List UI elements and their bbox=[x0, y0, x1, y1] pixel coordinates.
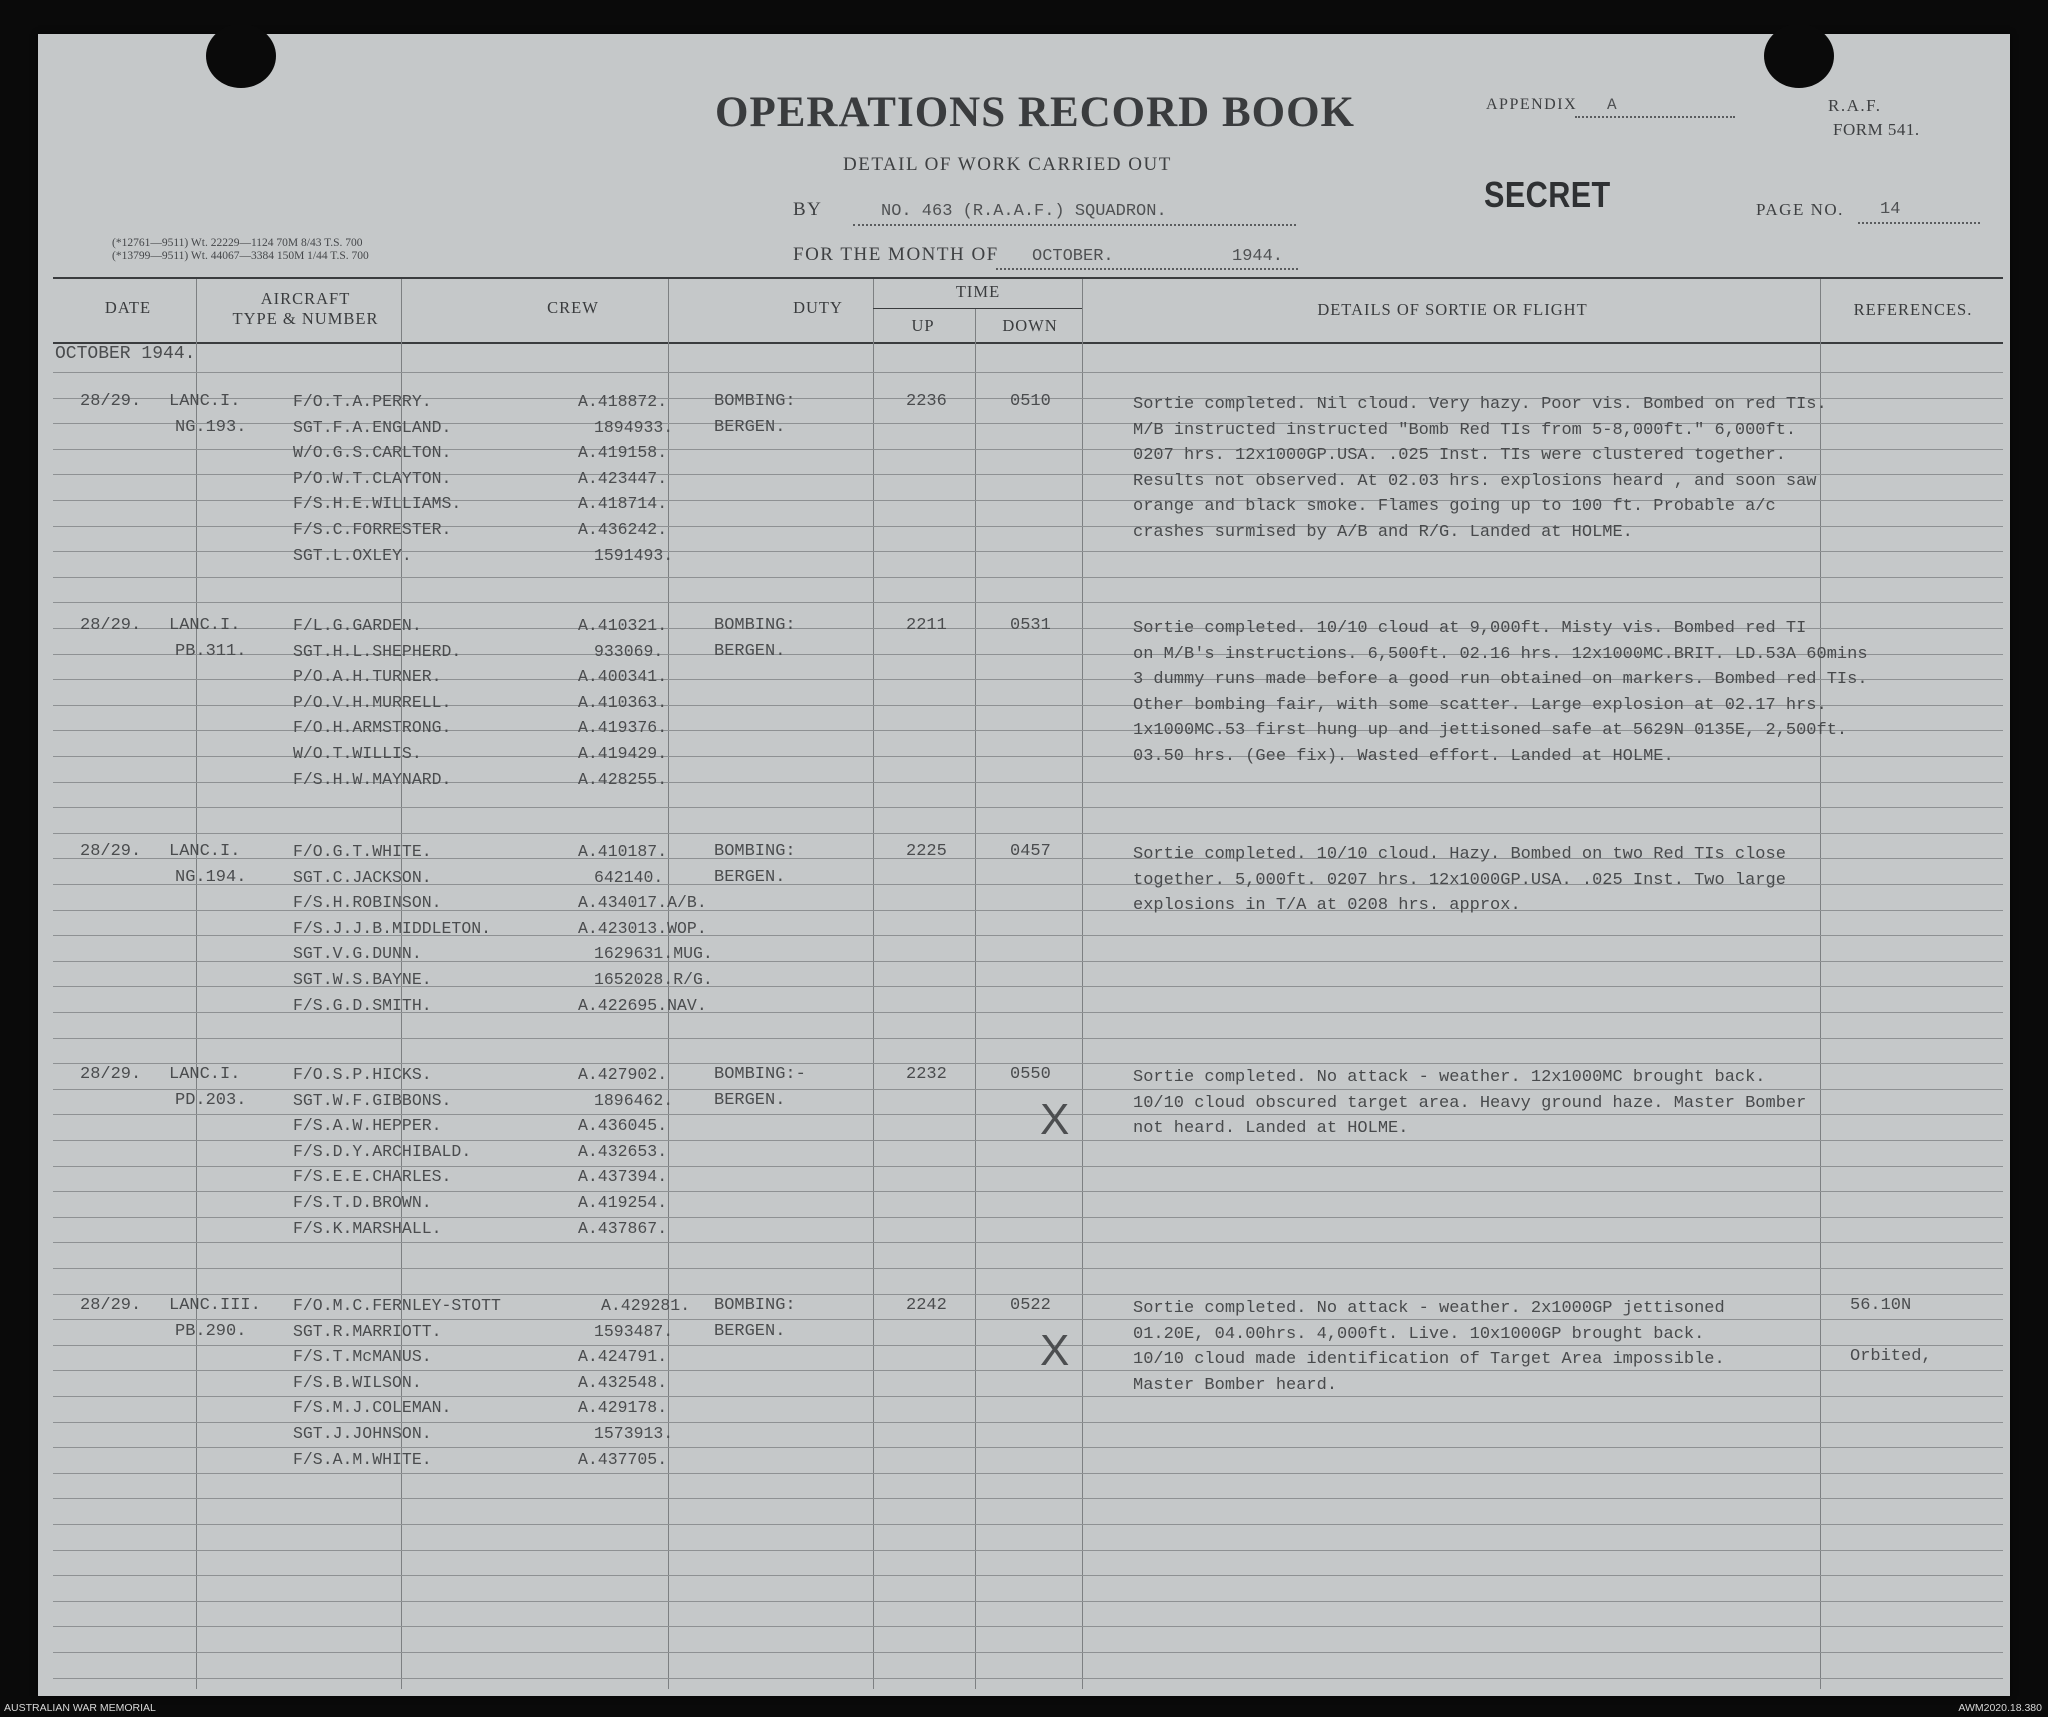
ruled-line bbox=[53, 1473, 2003, 1474]
divider-date bbox=[196, 279, 197, 1689]
crew-name: F/S.K.MARSHALL. bbox=[293, 1219, 442, 1238]
details-line: M/B instructed instructed "Bomb Red TIs from 5-8,000ft." 6,000ft. bbox=[1133, 421, 1797, 440]
duty-line: BERGEN. bbox=[714, 868, 786, 887]
crew-service-number: 1591493. bbox=[594, 546, 674, 565]
header-up: UP bbox=[911, 316, 935, 335]
sortie-date: 28/29. bbox=[80, 392, 142, 411]
appendix-label: APPENDIX bbox=[1486, 96, 1578, 113]
crew-name: SGT.W.S.BAYNE. bbox=[293, 970, 432, 989]
ruled-line bbox=[53, 1678, 2003, 1679]
details-line: Sortie completed. 10/10 cloud at 9,000ft. Misty vis. Bombed red TI bbox=[1133, 619, 1807, 638]
time-down: 0510 bbox=[1010, 392, 1051, 411]
crew-name: F/O.H.ARMSTRONG. bbox=[293, 718, 452, 737]
crew-name: SGT.F.A.ENGLAND. bbox=[293, 418, 452, 437]
time-up: 2236 bbox=[906, 392, 947, 411]
ruled-line bbox=[53, 1268, 2003, 1269]
crew-service-number: A.437867. bbox=[578, 1219, 668, 1238]
duty-line: BERGEN. bbox=[714, 1091, 786, 1110]
ruled-line bbox=[53, 1191, 2003, 1192]
table-header-rule bbox=[53, 342, 2003, 344]
crew-name: F/S.A.M.WHITE. bbox=[293, 1450, 432, 1469]
crew-name: F/O.M.C.FERNLEY-STOTT bbox=[293, 1296, 501, 1315]
crew-service-number: A.432653. bbox=[578, 1142, 668, 1161]
ruled-line bbox=[53, 1294, 2003, 1295]
aircraft-type: LANC.III. bbox=[169, 1296, 261, 1315]
crew-name: F/S.J.J.B.MIDDLETON. bbox=[293, 919, 492, 938]
appendix-field bbox=[1575, 92, 1735, 118]
details-line: 03.50 hrs. (Gee fix). Wasted effort. Landed at HOLME. bbox=[1133, 747, 1674, 766]
details-line: 10/10 cloud made identification of Target Area impossible. bbox=[1133, 1350, 1725, 1369]
divider-down bbox=[1082, 279, 1083, 1689]
crew-service-number: A.419429. bbox=[578, 744, 668, 763]
header-time: TIME bbox=[955, 282, 1001, 301]
time-down: 0531 bbox=[1010, 616, 1051, 635]
duty-line: BOMBING: bbox=[714, 616, 796, 635]
ruled-line bbox=[53, 602, 2003, 603]
crew-service-number: A.418714. bbox=[578, 494, 668, 513]
details-line: on M/B's instructions. 6,500ft. 02.16 hrs. 12x1000MC.BRIT. LD.53A 60mins bbox=[1133, 645, 1868, 664]
details-line: Master Bomber heard. bbox=[1133, 1376, 1338, 1395]
ruled-line bbox=[53, 577, 2003, 578]
header-down: DOWN bbox=[1002, 316, 1058, 335]
sortie-date: 28/29. bbox=[80, 842, 142, 861]
by-label: BY bbox=[793, 199, 823, 220]
footer-reference: AWM2020.18.380 bbox=[1958, 1702, 2042, 1714]
crew-name: F/L.G.GARDEN. bbox=[293, 616, 422, 635]
page-label: PAGE NO. bbox=[1756, 200, 1844, 219]
duty-line: BOMBING: bbox=[714, 392, 796, 411]
crew-service-number: A.429178. bbox=[578, 1398, 668, 1417]
crew-name: W/O.T.WILLIS. bbox=[293, 744, 422, 763]
crew-name: F/S.C.FORRESTER. bbox=[293, 520, 452, 539]
details-line: together. 5,000ft. 0207 hrs. 12x1000GP.USA. .025 Inst. Two large bbox=[1133, 871, 1786, 890]
crew-service-number: A.422695.NAV. bbox=[578, 996, 707, 1015]
crew-name: F/O.G.T.WHITE. bbox=[293, 842, 432, 861]
header-aircraft bbox=[198, 289, 413, 329]
details-line: Results not observed. At 02.03 hrs. explosions heard , and soon saw bbox=[1133, 472, 1817, 491]
crew-name: P/O.A.H.TURNER. bbox=[293, 667, 442, 686]
month-label: FOR THE MONTH OF bbox=[793, 244, 999, 265]
details-line: crashes surmised by A/B and R/G. Landed at HOLME. bbox=[1133, 523, 1633, 542]
duty-line: BOMBING: bbox=[714, 842, 796, 861]
form-number: FORM 541. bbox=[1833, 120, 1920, 139]
print-info-1: (*12761—9511) Wt. 22229—1124 70M 8/43 T.S. 700 bbox=[112, 237, 363, 249]
crew-name: SGT.J.JOHNSON. bbox=[293, 1424, 432, 1443]
ruled-line bbox=[53, 372, 2003, 373]
ruled-line bbox=[53, 1447, 2003, 1448]
form-subtitle: DETAIL OF WORK CARRIED OUT bbox=[843, 154, 1172, 175]
header-crew: CREW bbox=[547, 298, 599, 317]
ruled-line bbox=[53, 1550, 2003, 1551]
divider-duty bbox=[873, 279, 874, 1689]
crew-service-number: A.419158. bbox=[578, 443, 668, 462]
crew-name: F/S.D.Y.ARCHIBALD. bbox=[293, 1142, 472, 1161]
details-line: orange and black smoke. Flames going up to 100 ft. Probable a/c bbox=[1133, 497, 1776, 516]
page-field bbox=[1858, 194, 1980, 224]
crew-name: F/S.H.W.MAYNARD. bbox=[293, 770, 452, 789]
month-field bbox=[996, 238, 1298, 270]
header-details: DETAILS OF SORTIE OR FLIGHT bbox=[1317, 300, 1588, 319]
header-date: DATE bbox=[104, 298, 152, 317]
sortie-date: 28/29. bbox=[80, 616, 142, 635]
crew-name: SGT.R.MARRIOTT. bbox=[293, 1322, 442, 1341]
ruled-line bbox=[53, 1524, 2003, 1525]
page-value: 14 bbox=[1880, 200, 1901, 219]
header-references: REFERENCES. bbox=[1853, 300, 1973, 319]
aircraft-number: PD.203. bbox=[175, 1091, 247, 1110]
reference-note: Orbited, bbox=[1850, 1347, 1932, 1366]
duty-line: BERGEN. bbox=[714, 418, 786, 437]
crew-name: SGT.C.JACKSON. bbox=[293, 868, 432, 887]
raf-label: R.A.F. bbox=[1828, 96, 1882, 115]
ruled-line bbox=[53, 1038, 2003, 1039]
print-info-2: (*13799—9511) Wt. 44067—3384 150M 1/44 T.S. 700 bbox=[112, 250, 369, 262]
crew-service-number: 1896462. bbox=[594, 1091, 674, 1110]
details-line: not heard. Landed at HOLME. bbox=[1133, 1119, 1409, 1138]
header-aircraft-line2: TYPE & NUMBER bbox=[232, 309, 379, 328]
crew-name: F/S.M.J.COLEMAN. bbox=[293, 1398, 452, 1417]
crew-name: F/S.H.ROBINSON. bbox=[293, 893, 442, 912]
aircraft-type: LANC.I. bbox=[169, 1065, 241, 1084]
crew-service-number: A.427902. bbox=[578, 1065, 668, 1084]
crew-name: F/S.T.D.BROWN. bbox=[293, 1193, 432, 1212]
divider-up bbox=[975, 309, 976, 1689]
sortie-date: 28/29. bbox=[80, 1296, 142, 1315]
aircraft-number: PB.311. bbox=[175, 642, 247, 661]
time-down: 0457 bbox=[1010, 842, 1051, 861]
punch-hole-right bbox=[1764, 24, 1834, 88]
ruled-line bbox=[53, 1498, 2003, 1499]
header-duty: DUTY bbox=[793, 298, 843, 317]
reference-note: 56.10N bbox=[1850, 1296, 1912, 1315]
crew-service-number: A.432548. bbox=[578, 1373, 668, 1392]
crew-service-number: A.424791. bbox=[578, 1347, 668, 1366]
crew-service-number: A.434017.A/B. bbox=[578, 893, 707, 912]
crew-name: P/O.V.H.MURRELL. bbox=[293, 693, 452, 712]
aircraft-number: NG.194. bbox=[175, 868, 247, 887]
crew-name: F/S.G.D.SMITH. bbox=[293, 996, 432, 1015]
crew-service-number: A.419376. bbox=[578, 718, 668, 737]
details-line: explosions in T/A at 0208 hrs. approx. bbox=[1133, 896, 1521, 915]
secret-stamp: SECRET bbox=[1484, 174, 1611, 215]
crew-name: SGT.L.OXLEY. bbox=[293, 546, 412, 565]
crew-service-number: A.410321. bbox=[578, 616, 668, 635]
ruled-line bbox=[53, 1063, 2003, 1064]
sortie-date: 28/29. bbox=[80, 1065, 142, 1084]
aircraft-number: PB.290. bbox=[175, 1322, 247, 1341]
details-line: 10/10 cloud obscured target area. Heavy ground haze. Master Bomber bbox=[1133, 1094, 1807, 1113]
details-line: Sortie completed. No attack - weather. 12x1000MC brought back. bbox=[1133, 1068, 1766, 1087]
crew-service-number: A.410363. bbox=[578, 693, 668, 712]
crew-name: SGT.H.L.SHEPHERD. bbox=[293, 642, 462, 661]
section-label: OCTOBER 1944. bbox=[55, 344, 196, 364]
crew-name: F/S.A.W.HEPPER. bbox=[293, 1116, 442, 1135]
crew-service-number: A.429281. bbox=[601, 1296, 691, 1315]
crew-name: P/O.W.T.CLAYTON. bbox=[293, 469, 452, 488]
crew-service-number: 1629631.MUG. bbox=[594, 944, 713, 963]
check-mark: X bbox=[1040, 1326, 1070, 1375]
time-up: 2211 bbox=[906, 616, 947, 635]
crew-service-number: 1573913. bbox=[594, 1424, 674, 1443]
crew-service-number: A.423013.WOP. bbox=[578, 919, 707, 938]
crew-name: SGT.W.F.GIBBONS. bbox=[293, 1091, 452, 1110]
crew-service-number: A.436045. bbox=[578, 1116, 668, 1135]
ruled-line bbox=[53, 833, 2003, 834]
aircraft-type: LANC.I. bbox=[169, 392, 241, 411]
details-line: 0207 hrs. 12x1000GP.USA. .025 Inst. TIs were clustered together. bbox=[1133, 446, 1786, 465]
time-down: 0550 bbox=[1010, 1065, 1051, 1084]
crew-service-number: A.423447. bbox=[578, 469, 668, 488]
time-up: 2242 bbox=[906, 1296, 947, 1315]
form-title: OPERATIONS RECORD BOOK bbox=[715, 89, 1355, 136]
crew-service-number: A.437705. bbox=[578, 1450, 668, 1469]
ruled-line bbox=[53, 1652, 2003, 1653]
crew-service-number: 1593487. bbox=[594, 1322, 674, 1341]
crew-name: F/S.T.McMANUS. bbox=[293, 1347, 432, 1366]
details-line: 01.20E, 04.00hrs. 4,000ft. Live. 10x1000GP brought back. bbox=[1133, 1325, 1705, 1344]
by-field bbox=[853, 194, 1296, 226]
ruled-line bbox=[53, 1217, 2003, 1218]
crew-name: F/S.E.E.CHARLES. bbox=[293, 1167, 452, 1186]
duty-line: BOMBING:- bbox=[714, 1065, 806, 1084]
month-value: OCTOBER. bbox=[1032, 247, 1114, 266]
crew-service-number: 933069. bbox=[594, 642, 664, 661]
crew-name: F/O.S.P.HICKS. bbox=[293, 1065, 432, 1084]
year-value: 1944. bbox=[1232, 247, 1284, 266]
details-line: Other bombing fair, with some scatter. Large explosion at 02.17 hrs. bbox=[1133, 696, 1827, 715]
aircraft-type: LANC.I. bbox=[169, 616, 241, 635]
crew-service-number: A.410187. bbox=[578, 842, 668, 861]
punch-hole-left bbox=[206, 24, 276, 88]
ruled-line bbox=[53, 1575, 2003, 1576]
details-line: 1x1000MC.53 first hung up and jettisoned safe at 5629N 0135E, 2,500ft. bbox=[1133, 721, 1848, 740]
details-line: Sortie completed. Nil cloud. Very hazy. Poor vis. Bombed on red TIs. bbox=[1133, 395, 1827, 414]
duty-line: BOMBING: bbox=[714, 1296, 796, 1315]
crew-service-number: 1652028.R/G. bbox=[594, 970, 713, 989]
details-line: Sortie completed. No attack - weather. 2x1000GP jettisoned bbox=[1133, 1299, 1725, 1318]
record-sheet bbox=[38, 34, 2010, 1696]
time-down: 0522 bbox=[1010, 1296, 1051, 1315]
ruled-line bbox=[53, 1422, 2003, 1423]
aircraft-number: NG.193. bbox=[175, 418, 247, 437]
crew-service-number: 642140. bbox=[594, 868, 664, 887]
header-aircraft-line1: AIRCRAFT bbox=[260, 289, 351, 308]
crew-service-number: A.418872. bbox=[578, 392, 668, 411]
crew-service-number: A.428255. bbox=[578, 770, 668, 789]
ruled-line bbox=[53, 1601, 2003, 1602]
crew-service-number: A.400341. bbox=[578, 667, 668, 686]
duty-line: BERGEN. bbox=[714, 1322, 786, 1341]
details-line: Sortie completed. 10/10 cloud. Hazy. Bombed on two Red TIs close bbox=[1133, 845, 1786, 864]
ruled-line bbox=[53, 807, 2003, 808]
crew-service-number: A.437394. bbox=[578, 1167, 668, 1186]
crew-name: F/O.T.A.PERRY. bbox=[293, 392, 432, 411]
table-top-rule bbox=[53, 277, 2003, 279]
time-up: 2225 bbox=[906, 842, 947, 861]
crew-name: F/S.H.E.WILLIAMS. bbox=[293, 494, 462, 513]
time-subheader-rule bbox=[873, 308, 1082, 309]
ruled-line bbox=[53, 1242, 2003, 1243]
crew-service-number: A.419254. bbox=[578, 1193, 668, 1212]
squadron-value: NO. 463 (R.A.A.F.) SQUADRON. bbox=[881, 202, 1167, 221]
check-mark: X bbox=[1040, 1095, 1070, 1144]
crew-name: F/S.B.WILSON. bbox=[293, 1373, 422, 1392]
footer-credit: AUSTRALIAN WAR MEMORIAL bbox=[4, 1702, 156, 1714]
ruled-line bbox=[53, 1626, 2003, 1627]
duty-line: BERGEN. bbox=[714, 642, 786, 661]
crew-name: SGT.V.G.DUNN. bbox=[293, 944, 422, 963]
time-up: 2232 bbox=[906, 1065, 947, 1084]
details-line: 3 dummy runs made before a good run obtained on markers. Bombed red TIs. bbox=[1133, 670, 1868, 689]
appendix-value: A bbox=[1607, 96, 1617, 114]
crew-service-number: 1894933. bbox=[594, 418, 674, 437]
aircraft-type: LANC.I. bbox=[169, 842, 241, 861]
crew-name: W/O.G.S.CARLTON. bbox=[293, 443, 452, 462]
crew-service-number: A.436242. bbox=[578, 520, 668, 539]
